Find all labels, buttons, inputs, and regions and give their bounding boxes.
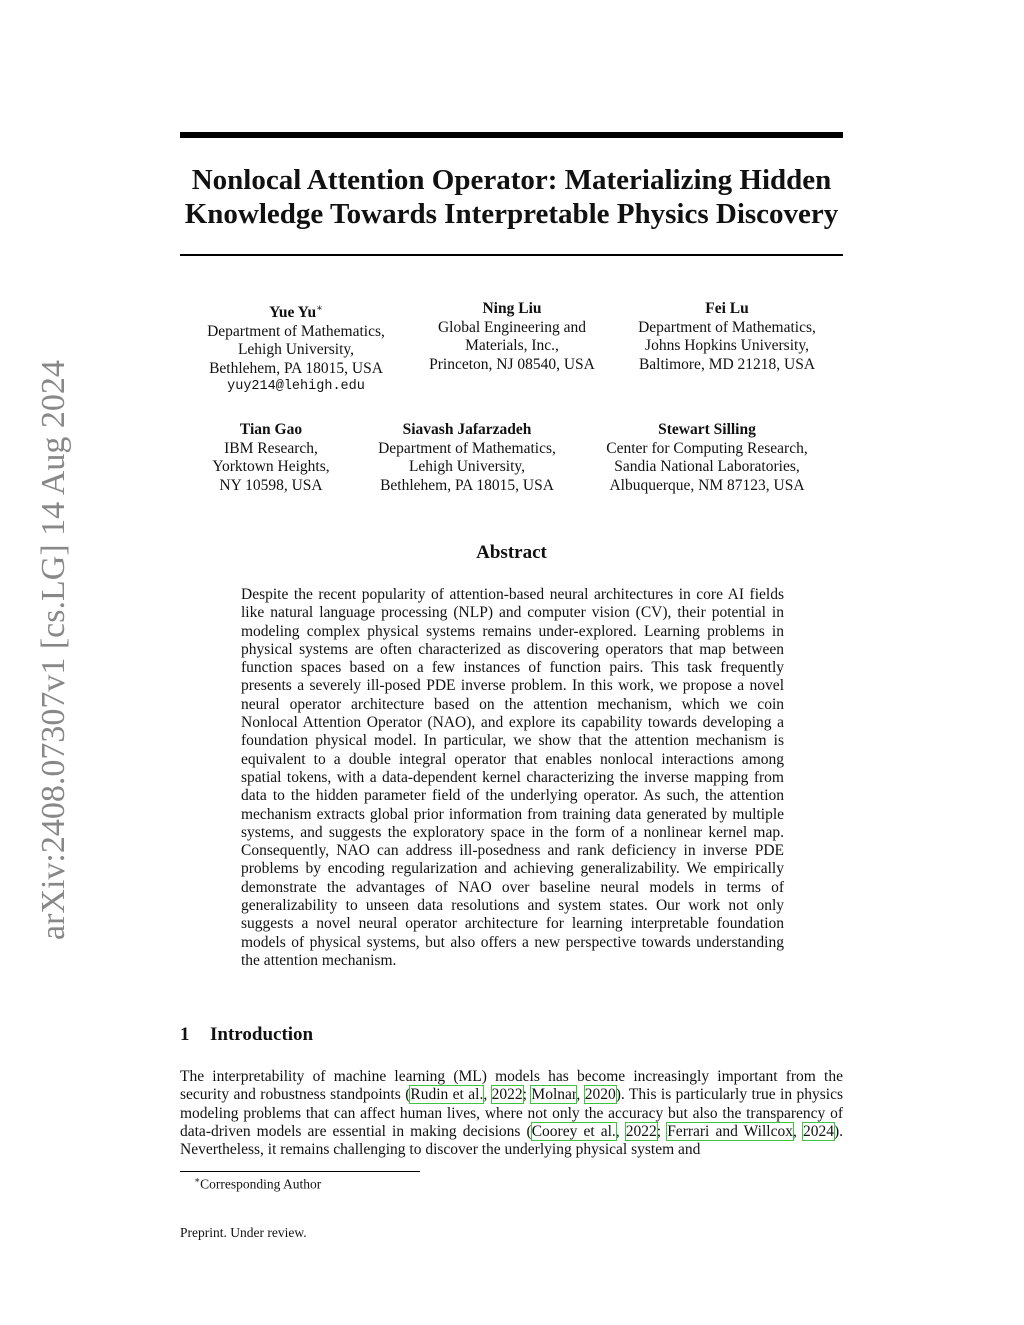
author-block-tian-gao bbox=[196, 421, 346, 495]
author-affiliation-line: Albuquerque, NM 87123, USA bbox=[609, 476, 805, 494]
abstract-body: Despite the recent popularity of attention-based neural architectures in core AI fields like natural language processing (NLP) and computer vision (CV), their potential in modeling complex physical systems remains under-explored. Learning problems in physical systems are often characterized as discovering operators that map between function spaces based on a few instances of function pairs. This task frequently presents a severely ill-posed PDE inverse problem. In this work, we propose a novel neural operator architecture based on the attention mechanism, which we coin Nonlocal Attention Operator (NAO), and explore its capability towards developing a foundation physical model. In particular, we show that the attention mechanism is equivalent to a double integral operator that enables nonlocal interactions among spatial tokens, with a data-dependent kernel characterizing the inverse mapping from data to the hidden parameter field of the underlying operator. As such, the attention mechanism extracts global prior information from training data generated by multiple systems, and suggests the exploratory space in the form of a nonlinear kernel map. Consequently, NAO can address ill-posedness and rank deficiency in inverse PDE problems by encoding regularization and achieving generalizability. We empirically demonstrate the advantages of NAO over baseline neural models in terms of generalizability to unseen data resolutions and system states. Our work not only suggests a novel neural operator architecture for learning interpretable foundation models of physical systems, but also offers a new perspective towards understanding the attention mechanism. bbox=[241, 586, 784, 969]
citation-year-link[interactable]: 2020 bbox=[584, 1086, 616, 1104]
intro-text: , bbox=[483, 1086, 492, 1104]
arxiv-sidebar bbox=[30, 340, 90, 940]
author-affiliation-line: Bethlehem, PA 18015, USA bbox=[380, 476, 554, 494]
author-email[interactable]: yuy214@lehigh.edu bbox=[227, 379, 365, 395]
author-block-siavash-jafarzadeh bbox=[362, 421, 572, 495]
title-top-rule bbox=[180, 132, 843, 138]
author-block-yue-yu bbox=[196, 300, 396, 397]
author-affiliation-line: Department of Mathematics, bbox=[378, 439, 556, 457]
intro-text: ; bbox=[656, 1122, 668, 1140]
author-name: Tian Gao bbox=[239, 421, 303, 438]
author-affiliation-line: Johns Hopkins University, bbox=[645, 337, 809, 354]
author-affiliation-line: Lehigh University, bbox=[408, 458, 526, 475]
author-affiliation-line: Materials, Inc., bbox=[465, 337, 559, 354]
citation-link[interactable]: Coorey et al. bbox=[531, 1122, 616, 1140]
footnote-rule bbox=[180, 1171, 420, 1172]
title-bottom-rule bbox=[180, 254, 843, 256]
intro-text: , bbox=[792, 1122, 803, 1140]
title-line-1: Nonlocal Attention Operator: Materializing Hidden bbox=[191, 164, 832, 196]
author-affiliation-line: NY 10598, USA bbox=[219, 476, 323, 494]
author-affiliation-line: IBM Research, bbox=[224, 439, 318, 457]
section-number: 1 bbox=[180, 1024, 190, 1045]
footnote bbox=[194, 1175, 321, 1193]
intro-text: , bbox=[576, 1086, 585, 1104]
author-name: Stewart Silling bbox=[658, 421, 756, 438]
author-affiliation-line: Princeton, NJ 08540, USA bbox=[429, 355, 595, 373]
intro-text: ). This is particularly true in physics modeling problems that can affect human lives, where not only the accuracy but also the transparency of data-driven models are essential in making decisions ( bbox=[180, 1086, 844, 1140]
paper-title bbox=[180, 163, 843, 231]
preprint-note: Preprint. Under review. bbox=[180, 1225, 307, 1240]
intro-text: ; bbox=[522, 1086, 532, 1104]
citation-link[interactable]: Rudin et al. bbox=[410, 1086, 484, 1104]
section-heading-introduction bbox=[180, 1024, 313, 1046]
author-name: Ning Liu bbox=[482, 300, 542, 317]
author-name: Siavash Jafarzadeh bbox=[402, 421, 532, 438]
abstract-heading: Abstract bbox=[476, 542, 547, 563]
author-affiliation-line: Baltimore, MD 21218, USA bbox=[638, 355, 816, 373]
author-block-stewart-silling bbox=[592, 421, 822, 495]
arxiv-identifier: arXiv:2408.07307v1 [cs.LG] 14 Aug 2024 bbox=[35, 360, 72, 940]
author-affiliation-line: Lehigh University, bbox=[237, 341, 355, 359]
intro-text: , bbox=[615, 1122, 626, 1140]
author-affiliation-line: Center for Computing Research, bbox=[606, 439, 808, 457]
author-affiliation-line: Global Engineering and bbox=[437, 318, 587, 336]
author-affiliation-line: Bethlehem, PA 18015, USA bbox=[209, 359, 383, 377]
author-affiliation-line: Department of Mathematics, bbox=[207, 322, 385, 340]
footnote-mark: ∗ bbox=[194, 1175, 201, 1185]
footnote-text: Corresponding Author bbox=[200, 1176, 322, 1192]
corresponding-mark: ∗ bbox=[316, 303, 323, 314]
citation-year-link[interactable]: 2024 bbox=[802, 1122, 834, 1140]
citation-link[interactable]: Molnar bbox=[531, 1086, 577, 1104]
title-line-2: Knowledge Towards Interpretable Physics Discovery bbox=[184, 198, 839, 230]
author-name: Fei Lu bbox=[705, 300, 749, 317]
citation-year-link[interactable]: 2022 bbox=[625, 1122, 657, 1140]
introduction-paragraph bbox=[180, 1068, 843, 1159]
intro-text: The interpretability of machine learning (ML) models has become increasingly important from the security and robustness standpoints ( bbox=[180, 1068, 843, 1104]
author-block-fei-lu bbox=[617, 300, 837, 374]
citation-link[interactable]: Ferrari and Willcox bbox=[667, 1122, 793, 1140]
citation-year-link[interactable]: 2022 bbox=[491, 1086, 523, 1104]
author-affiliation-line: Yorktown Heights, bbox=[212, 458, 330, 475]
author-block-ning-liu bbox=[412, 300, 612, 374]
section-title: Introduction bbox=[210, 1024, 314, 1045]
author-name: Yue Yu bbox=[269, 304, 317, 322]
author-affiliation-line: Department of Mathematics, bbox=[638, 318, 816, 336]
intro-text: ). Nevertheless, it remains challenging to discover the underlying physical system and bbox=[180, 1122, 843, 1159]
author-affiliation-line: Sandia National Laboratories, bbox=[614, 458, 800, 475]
